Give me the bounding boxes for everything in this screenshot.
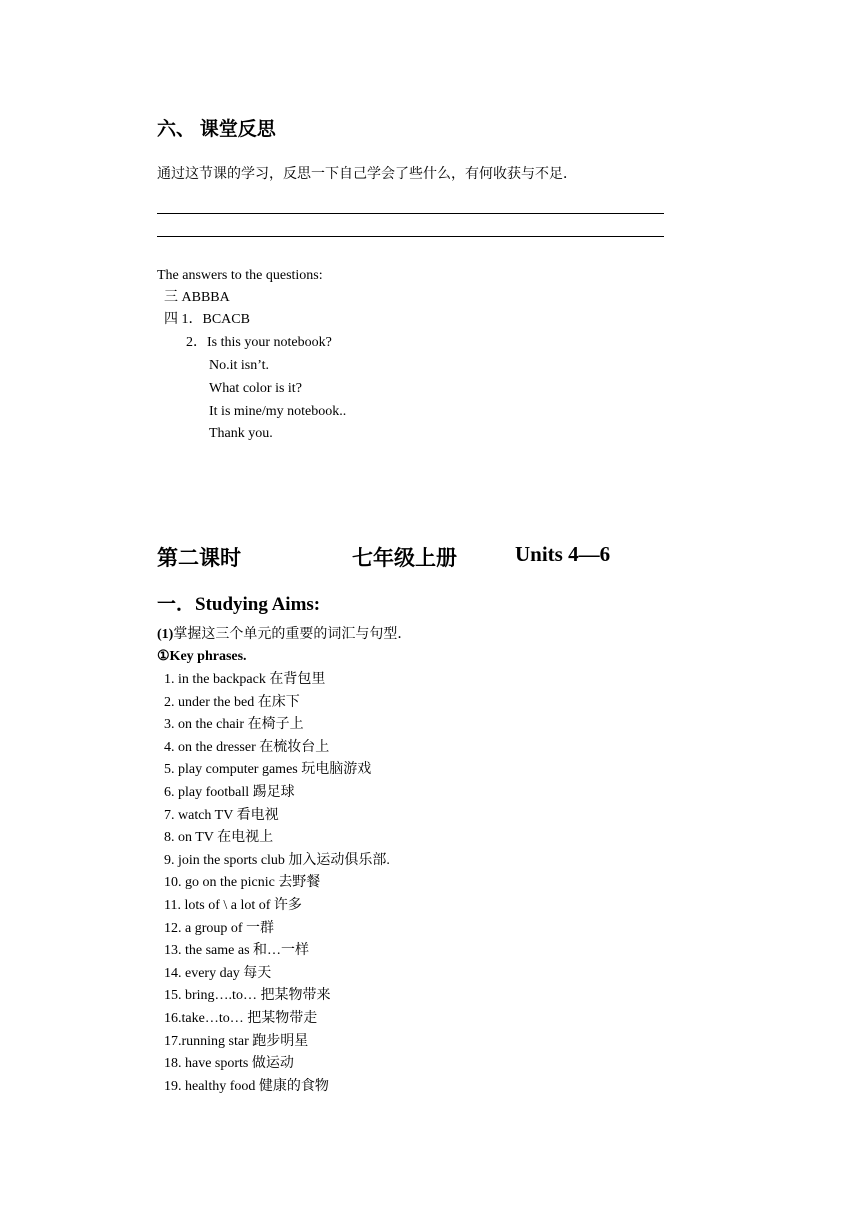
- answers-part-4-2: 2．Is this your notebook?: [186, 335, 332, 350]
- list-item: 7. watch TV 看电视: [164, 807, 279, 823]
- key-phrases-list: [164, 669, 390, 1098]
- answer-line: Thank you.: [209, 426, 273, 441]
- answer-line: No.it isn’t.: [209, 358, 270, 373]
- list-item: 9. join the sports club 加入运动俱乐部.: [164, 852, 390, 868]
- list-item: 6. play football 踢足球: [164, 784, 295, 800]
- aims-heading: 一．Studying Aims:: [157, 594, 321, 615]
- list-item: 13. the same as 和…一样: [164, 943, 310, 959]
- list-item: 14. every day 每天: [164, 965, 272, 981]
- list-item: 8. on TV 在电视上: [164, 830, 274, 846]
- answer-line: It is mine/my notebook..: [209, 404, 347, 419]
- list-item: 5. play computer games 玩电脑游戏: [164, 762, 372, 778]
- answer-line: What color is it?: [209, 381, 302, 396]
- list-item: 10. go on the picnic 去野餐: [164, 875, 321, 891]
- key-phrases-label: ①Key phrases.: [157, 649, 247, 664]
- list-item: 19. healthy food 健康的食物: [164, 1078, 329, 1094]
- list-item: 18. have sports 做运动: [164, 1056, 294, 1072]
- reflection-heading: 六、 课堂反思: [157, 119, 276, 140]
- list-item: 1. in the backpack 在背包里: [164, 672, 326, 687]
- list-item: 17.running star 跑步明星: [164, 1033, 309, 1049]
- aims-goal: [157, 624, 411, 647]
- list-item: 3. on the chair 在椅子上: [164, 717, 304, 733]
- list-item: 11. lots of \ a lot of 许多: [164, 897, 302, 913]
- list-item: 4. on the dresser 在梳妆台上: [164, 739, 330, 755]
- answers-part-4-1: 四 1．BCACB: [164, 312, 250, 327]
- answer-line-2: [157, 236, 664, 237]
- lesson-grade: 七年级上册: [352, 546, 457, 570]
- reflection-prompt: 通过这节课的学习，反思一下自己学会了些什么，有何收获与不足．: [157, 167, 577, 182]
- list-item: 15. bring….to… 把某物带来: [164, 988, 331, 1004]
- answers-intro: The answers to the questions:: [157, 268, 323, 283]
- answer-line-1: [157, 213, 664, 214]
- lesson-title: 第二课时: [157, 546, 241, 570]
- aims-goal-prefix: (1): [157, 627, 174, 642]
- lesson-units: Units 4—6: [515, 542, 611, 566]
- list-item: 12. a group of 一群: [164, 920, 275, 936]
- list-item: 16.take…to… 把某物带走: [164, 1010, 318, 1026]
- list-item: 2. under the bed 在床下: [164, 694, 300, 710]
- answers-part-3: 三 ABBBA: [164, 290, 230, 305]
- aims-goal-text: 掌握这三个单元的重要的词汇与句型．: [173, 627, 412, 642]
